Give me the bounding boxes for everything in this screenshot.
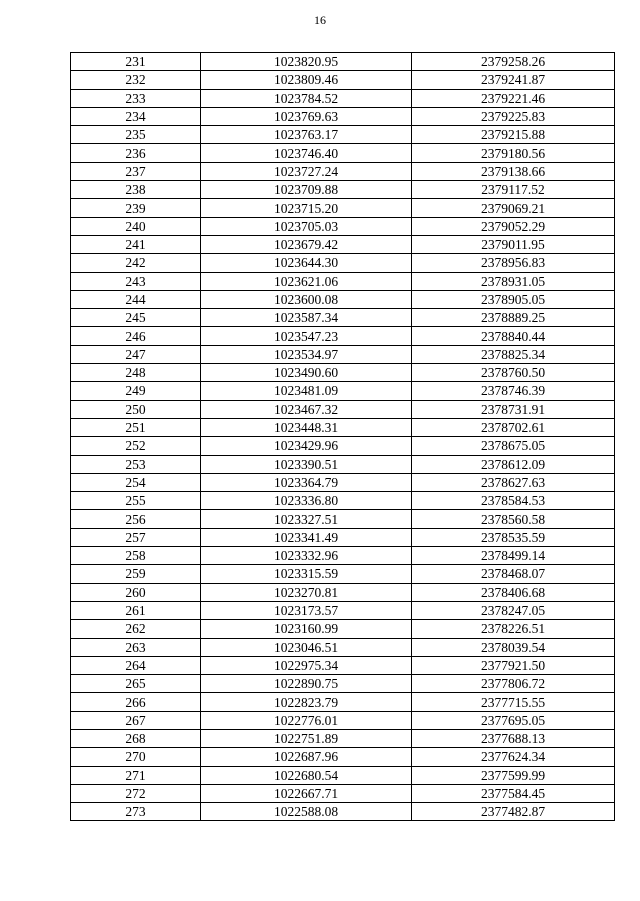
y-coordinate-cell: 2379221.46 bbox=[412, 89, 615, 107]
x-coordinate-cell: 1023727.24 bbox=[201, 162, 412, 180]
x-coordinate-cell: 1022751.89 bbox=[201, 729, 412, 747]
table-row bbox=[71, 53, 615, 71]
y-coordinate-cell: 2378931.05 bbox=[412, 272, 615, 290]
x-coordinate-cell: 1023600.08 bbox=[201, 290, 412, 308]
y-coordinate-cell: 2379117.52 bbox=[412, 181, 615, 199]
x-coordinate-cell: 1022890.75 bbox=[201, 675, 412, 693]
y-coordinate-cell: 2378560.58 bbox=[412, 510, 615, 528]
coordinates-table-body bbox=[71, 53, 615, 821]
point-number-cell: 249 bbox=[71, 382, 201, 400]
x-coordinate-cell: 1022776.01 bbox=[201, 711, 412, 729]
x-coordinate-cell: 1023709.88 bbox=[201, 181, 412, 199]
point-number-cell: 252 bbox=[71, 437, 201, 455]
point-number-cell: 242 bbox=[71, 254, 201, 272]
point-number-cell: 255 bbox=[71, 492, 201, 510]
y-coordinate-cell: 2378840.44 bbox=[412, 327, 615, 345]
x-coordinate-cell: 1023534.97 bbox=[201, 345, 412, 363]
point-number-cell: 262 bbox=[71, 620, 201, 638]
point-number-cell: 250 bbox=[71, 400, 201, 418]
y-coordinate-cell: 2378889.25 bbox=[412, 309, 615, 327]
y-coordinate-cell: 2377688.13 bbox=[412, 729, 615, 747]
x-coordinate-cell: 1023160.99 bbox=[201, 620, 412, 638]
point-number-cell: 235 bbox=[71, 126, 201, 144]
point-number-cell: 266 bbox=[71, 693, 201, 711]
y-coordinate-cell: 2377482.87 bbox=[412, 803, 615, 821]
table-row bbox=[71, 345, 615, 363]
x-coordinate-cell: 1023644.30 bbox=[201, 254, 412, 272]
point-number-cell: 263 bbox=[71, 638, 201, 656]
x-coordinate-cell: 1023315.59 bbox=[201, 565, 412, 583]
point-number-cell: 265 bbox=[71, 675, 201, 693]
table-row bbox=[71, 89, 615, 107]
point-number-cell: 268 bbox=[71, 729, 201, 747]
point-number-cell: 239 bbox=[71, 199, 201, 217]
y-coordinate-cell: 2377695.05 bbox=[412, 711, 615, 729]
table-row bbox=[71, 620, 615, 638]
x-coordinate-cell: 1023046.51 bbox=[201, 638, 412, 656]
point-number-cell: 231 bbox=[71, 53, 201, 71]
y-coordinate-cell: 2378956.83 bbox=[412, 254, 615, 272]
x-coordinate-cell: 1023705.03 bbox=[201, 217, 412, 235]
point-number-cell: 264 bbox=[71, 656, 201, 674]
point-number-cell: 237 bbox=[71, 162, 201, 180]
table-row bbox=[71, 601, 615, 619]
x-coordinate-cell: 1023429.96 bbox=[201, 437, 412, 455]
y-coordinate-cell: 2378731.91 bbox=[412, 400, 615, 418]
point-number-cell: 233 bbox=[71, 89, 201, 107]
table-row bbox=[71, 748, 615, 766]
x-coordinate-cell: 1023746.40 bbox=[201, 144, 412, 162]
x-coordinate-cell: 1023809.46 bbox=[201, 71, 412, 89]
point-number-cell: 236 bbox=[71, 144, 201, 162]
point-number-cell: 248 bbox=[71, 364, 201, 382]
point-number-cell: 270 bbox=[71, 748, 201, 766]
table-row bbox=[71, 473, 615, 491]
table-row bbox=[71, 711, 615, 729]
table-row bbox=[71, 803, 615, 821]
point-number-cell: 247 bbox=[71, 345, 201, 363]
table-row bbox=[71, 382, 615, 400]
x-coordinate-cell: 1023490.60 bbox=[201, 364, 412, 382]
table-row bbox=[71, 583, 615, 601]
y-coordinate-cell: 2378905.05 bbox=[412, 290, 615, 308]
table-row bbox=[71, 162, 615, 180]
point-number-cell: 260 bbox=[71, 583, 201, 601]
table-row bbox=[71, 693, 615, 711]
y-coordinate-cell: 2379215.88 bbox=[412, 126, 615, 144]
point-number-cell: 244 bbox=[71, 290, 201, 308]
point-number-cell: 256 bbox=[71, 510, 201, 528]
x-coordinate-cell: 1022667.71 bbox=[201, 784, 412, 802]
y-coordinate-cell: 2378406.68 bbox=[412, 583, 615, 601]
y-coordinate-cell: 2378499.14 bbox=[412, 547, 615, 565]
y-coordinate-cell: 2379052.29 bbox=[412, 217, 615, 235]
y-coordinate-cell: 2378584.53 bbox=[412, 492, 615, 510]
x-coordinate-cell: 1023621.06 bbox=[201, 272, 412, 290]
table-row bbox=[71, 565, 615, 583]
point-number-cell: 238 bbox=[71, 181, 201, 199]
y-coordinate-cell: 2379138.66 bbox=[412, 162, 615, 180]
page-number: 16 bbox=[314, 13, 326, 27]
table-row bbox=[71, 729, 615, 747]
point-number-cell: 243 bbox=[71, 272, 201, 290]
x-coordinate-cell: 1023587.34 bbox=[201, 309, 412, 327]
y-coordinate-cell: 2378468.07 bbox=[412, 565, 615, 583]
x-coordinate-cell: 1022823.79 bbox=[201, 693, 412, 711]
point-number-cell: 267 bbox=[71, 711, 201, 729]
y-coordinate-cell: 2378039.54 bbox=[412, 638, 615, 656]
coordinates-table bbox=[70, 52, 615, 821]
y-coordinate-cell: 2378247.05 bbox=[412, 601, 615, 619]
y-coordinate-cell: 2378535.59 bbox=[412, 528, 615, 546]
table-row bbox=[71, 547, 615, 565]
table-row bbox=[71, 217, 615, 235]
table-row bbox=[71, 290, 615, 308]
table-row bbox=[71, 272, 615, 290]
y-coordinate-cell: 2378612.09 bbox=[412, 455, 615, 473]
y-coordinate-cell: 2378675.05 bbox=[412, 437, 615, 455]
table-row bbox=[71, 455, 615, 473]
x-coordinate-cell: 1023820.95 bbox=[201, 53, 412, 71]
y-coordinate-cell: 2377806.72 bbox=[412, 675, 615, 693]
point-number-cell: 254 bbox=[71, 473, 201, 491]
y-coordinate-cell: 2379241.87 bbox=[412, 71, 615, 89]
x-coordinate-cell: 1023763.17 bbox=[201, 126, 412, 144]
x-coordinate-cell: 1023784.52 bbox=[201, 89, 412, 107]
y-coordinate-cell: 2379258.26 bbox=[412, 53, 615, 71]
table-row bbox=[71, 181, 615, 199]
point-number-cell: 245 bbox=[71, 309, 201, 327]
y-coordinate-cell: 2379011.95 bbox=[412, 235, 615, 253]
table-row bbox=[71, 309, 615, 327]
y-coordinate-cell: 2377584.45 bbox=[412, 784, 615, 802]
table-row bbox=[71, 235, 615, 253]
table-row bbox=[71, 254, 615, 272]
y-coordinate-cell: 2378226.51 bbox=[412, 620, 615, 638]
y-coordinate-cell: 2377715.55 bbox=[412, 693, 615, 711]
x-coordinate-cell: 1023448.31 bbox=[201, 418, 412, 436]
y-coordinate-cell: 2377599.99 bbox=[412, 766, 615, 784]
point-number-cell: 240 bbox=[71, 217, 201, 235]
y-coordinate-cell: 2379180.56 bbox=[412, 144, 615, 162]
point-number-cell: 271 bbox=[71, 766, 201, 784]
table-row bbox=[71, 400, 615, 418]
x-coordinate-cell: 1023390.51 bbox=[201, 455, 412, 473]
table-row bbox=[71, 766, 615, 784]
y-coordinate-cell: 2379069.21 bbox=[412, 199, 615, 217]
x-coordinate-cell: 1023679.42 bbox=[201, 235, 412, 253]
y-coordinate-cell: 2378746.39 bbox=[412, 382, 615, 400]
x-coordinate-cell: 1023547.23 bbox=[201, 327, 412, 345]
table-row bbox=[71, 107, 615, 125]
point-number-cell: 251 bbox=[71, 418, 201, 436]
table-row bbox=[71, 199, 615, 217]
point-number-cell: 261 bbox=[71, 601, 201, 619]
y-coordinate-cell: 2378627.63 bbox=[412, 473, 615, 491]
point-number-cell: 257 bbox=[71, 528, 201, 546]
table-row bbox=[71, 510, 615, 528]
table-row bbox=[71, 144, 615, 162]
x-coordinate-cell: 1023715.20 bbox=[201, 199, 412, 217]
point-number-cell: 258 bbox=[71, 547, 201, 565]
table-row bbox=[71, 126, 615, 144]
table-row bbox=[71, 675, 615, 693]
table-row bbox=[71, 638, 615, 656]
y-coordinate-cell: 2379225.83 bbox=[412, 107, 615, 125]
x-coordinate-cell: 1023769.63 bbox=[201, 107, 412, 125]
point-number-cell: 246 bbox=[71, 327, 201, 345]
table-row bbox=[71, 656, 615, 674]
x-coordinate-cell: 1023467.32 bbox=[201, 400, 412, 418]
x-coordinate-cell: 1022687.96 bbox=[201, 748, 412, 766]
y-coordinate-cell: 2378825.34 bbox=[412, 345, 615, 363]
table-row bbox=[71, 364, 615, 382]
x-coordinate-cell: 1023364.79 bbox=[201, 473, 412, 491]
x-coordinate-cell: 1023341.49 bbox=[201, 528, 412, 546]
y-coordinate-cell: 2377921.50 bbox=[412, 656, 615, 674]
x-coordinate-cell: 1023481.09 bbox=[201, 382, 412, 400]
table-row bbox=[71, 71, 615, 89]
x-coordinate-cell: 1022680.54 bbox=[201, 766, 412, 784]
table-row bbox=[71, 327, 615, 345]
x-coordinate-cell: 1023173.57 bbox=[201, 601, 412, 619]
x-coordinate-cell: 1023332.96 bbox=[201, 547, 412, 565]
point-number-cell: 259 bbox=[71, 565, 201, 583]
table-row bbox=[71, 784, 615, 802]
x-coordinate-cell: 1022975.34 bbox=[201, 656, 412, 674]
y-coordinate-cell: 2378760.50 bbox=[412, 364, 615, 382]
x-coordinate-cell: 1023336.80 bbox=[201, 492, 412, 510]
point-number-cell: 272 bbox=[71, 784, 201, 802]
table-row bbox=[71, 528, 615, 546]
y-coordinate-cell: 2378702.61 bbox=[412, 418, 615, 436]
point-number-cell: 232 bbox=[71, 71, 201, 89]
table-row bbox=[71, 492, 615, 510]
table-row bbox=[71, 437, 615, 455]
point-number-cell: 234 bbox=[71, 107, 201, 125]
y-coordinate-cell: 2377624.34 bbox=[412, 748, 615, 766]
x-coordinate-cell: 1023327.51 bbox=[201, 510, 412, 528]
x-coordinate-cell: 1023270.81 bbox=[201, 583, 412, 601]
point-number-cell: 241 bbox=[71, 235, 201, 253]
table-row bbox=[71, 418, 615, 436]
point-number-cell: 273 bbox=[71, 803, 201, 821]
x-coordinate-cell: 1022588.08 bbox=[201, 803, 412, 821]
point-number-cell: 253 bbox=[71, 455, 201, 473]
